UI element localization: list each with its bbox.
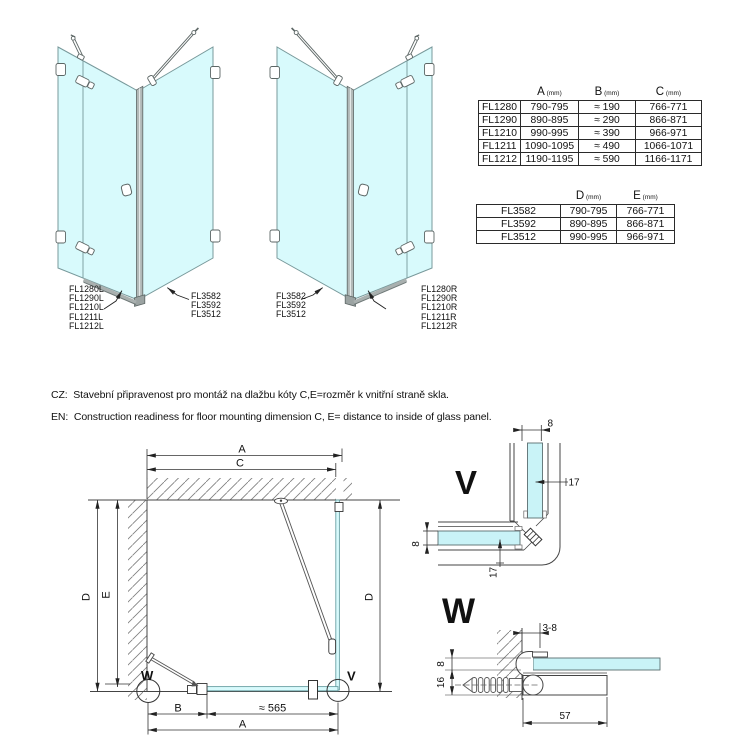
fixed-codes-left xyxy=(191,292,221,320)
table-header-row xyxy=(479,86,702,101)
plan-support-bar xyxy=(275,498,336,654)
dim-label-57: 57 xyxy=(559,711,571,722)
table-row: FL1210 990-995 ≈ 390 966-971 xyxy=(479,127,702,140)
code-label: FL1280R xyxy=(421,283,458,294)
fixed-codes-right xyxy=(276,292,306,320)
corner-clamp xyxy=(524,528,542,546)
dim-label-b: B xyxy=(174,702,182,715)
code-label: FL3592 xyxy=(191,299,221,310)
note-cz: CZ: Stavební připravenost pro montáž na dlažbu kóty C,E=rozměr k vnitřní straně skla. xyxy=(51,389,449,401)
dim-label-a-top: A xyxy=(238,443,246,456)
code-label: FL1290L xyxy=(69,292,104,303)
table-row: FL1280 790-795 ≈ 190 766-771 xyxy=(479,101,702,114)
col-header-b: B (mm) xyxy=(594,86,620,98)
leader-fixed-codes xyxy=(167,288,189,300)
fixed-glass-panel xyxy=(138,47,213,300)
dim-label-a-bottom: A xyxy=(238,718,247,731)
note-en: EN: Construction readiness for floor mounting dimension C, E= distance to inside of glass panel. xyxy=(51,411,492,423)
glass-vertical-section xyxy=(528,443,543,518)
plan-walls xyxy=(88,478,400,700)
table-row: FL3512 990-995 966-971 xyxy=(477,231,675,244)
code-label: FL1290R xyxy=(421,292,458,303)
code-label: FL1212L xyxy=(69,321,104,332)
enclosure-3d-right-drawing xyxy=(240,18,450,353)
detail-marker-w-label: W xyxy=(141,668,154,683)
code-label: FL3582 xyxy=(276,290,306,301)
table-row: FL3582 790-795 766-771 xyxy=(477,205,675,218)
door-glass-panel xyxy=(58,47,138,300)
plan-view-drawing xyxy=(80,440,410,745)
dim-label-565: ≈ 565 xyxy=(258,702,287,715)
table-row: FL3592 890-895 866-871 xyxy=(477,218,675,231)
table-row: FL1212 1190-1195 ≈ 590 1166-1171 xyxy=(479,153,702,166)
detail-v-dimensions xyxy=(423,425,568,567)
shower-enclosure-3d xyxy=(56,28,220,309)
door-plan xyxy=(207,687,338,691)
door-pivot-profile xyxy=(197,684,207,695)
glass-section xyxy=(533,658,660,670)
code-label: FL1210L xyxy=(69,302,104,313)
door-codes-left xyxy=(69,285,104,332)
dim-label-c: C xyxy=(236,457,244,470)
code-label: FL1211L xyxy=(69,311,104,322)
dim-label-e: E xyxy=(100,591,113,599)
code-label: FL3512 xyxy=(276,309,306,320)
panel-wall-bracket xyxy=(335,503,343,512)
col-header-d: D (mm) xyxy=(575,190,602,202)
table-row: FL1211 1090-1095 ≈ 490 1066-1071 xyxy=(479,140,702,153)
dim-label-d-left: D xyxy=(80,593,93,601)
table-header-row xyxy=(477,190,675,205)
doors-dimension-table xyxy=(478,86,702,166)
detail-w-drawing xyxy=(425,590,680,750)
code-label: FL1212R xyxy=(421,321,458,332)
door-handle xyxy=(121,184,132,197)
col-header-c: C (mm) xyxy=(655,86,682,98)
dim-label-d-right: D xyxy=(363,593,376,601)
code-label: FL3512 xyxy=(191,309,221,320)
code-label: FL3592 xyxy=(276,299,306,310)
door-handle-plan xyxy=(309,681,318,700)
dim-label-8: 8 xyxy=(436,661,447,667)
wall-bracket xyxy=(56,64,66,76)
detail-v-title: V xyxy=(455,464,478,501)
door-hinge-profile xyxy=(188,686,197,694)
detail-w-title: W xyxy=(442,592,476,631)
code-label: FL1280L xyxy=(69,283,104,294)
wall-bracket xyxy=(211,230,221,242)
col-header-a: A (mm) xyxy=(537,86,562,98)
panels-dimension-table xyxy=(476,190,675,244)
col-header-e: E (mm) xyxy=(633,190,658,202)
detail-v-dim-labels xyxy=(411,419,580,579)
glass-horizontal-section xyxy=(438,531,520,545)
code-label: FL1210R xyxy=(421,302,458,313)
plan-door-stay xyxy=(146,653,199,687)
wall-bracket xyxy=(56,231,66,243)
wall-bracket xyxy=(211,67,221,79)
code-label: FL1211R xyxy=(421,311,457,322)
table-row: FL1290 890-895 ≈ 290 866-871 xyxy=(479,114,702,127)
code-label: FL3582 xyxy=(191,290,221,301)
door-codes-right xyxy=(421,285,457,332)
dim-label-3-8: 3-8 xyxy=(542,623,557,634)
detail-marker-v-label: V xyxy=(347,668,356,684)
dim-label-16: 16 xyxy=(436,676,447,689)
dim-label-8-left: 8 xyxy=(411,541,422,547)
dim-label-17-horizontal: 17 xyxy=(488,566,500,578)
dim-label-8-top: 8 xyxy=(547,418,554,430)
fixed-panel-plan xyxy=(336,500,340,690)
dim-label-17-vertical: 17 xyxy=(568,477,580,489)
detail-v-drawing xyxy=(410,415,585,587)
plan-glass xyxy=(188,500,344,699)
